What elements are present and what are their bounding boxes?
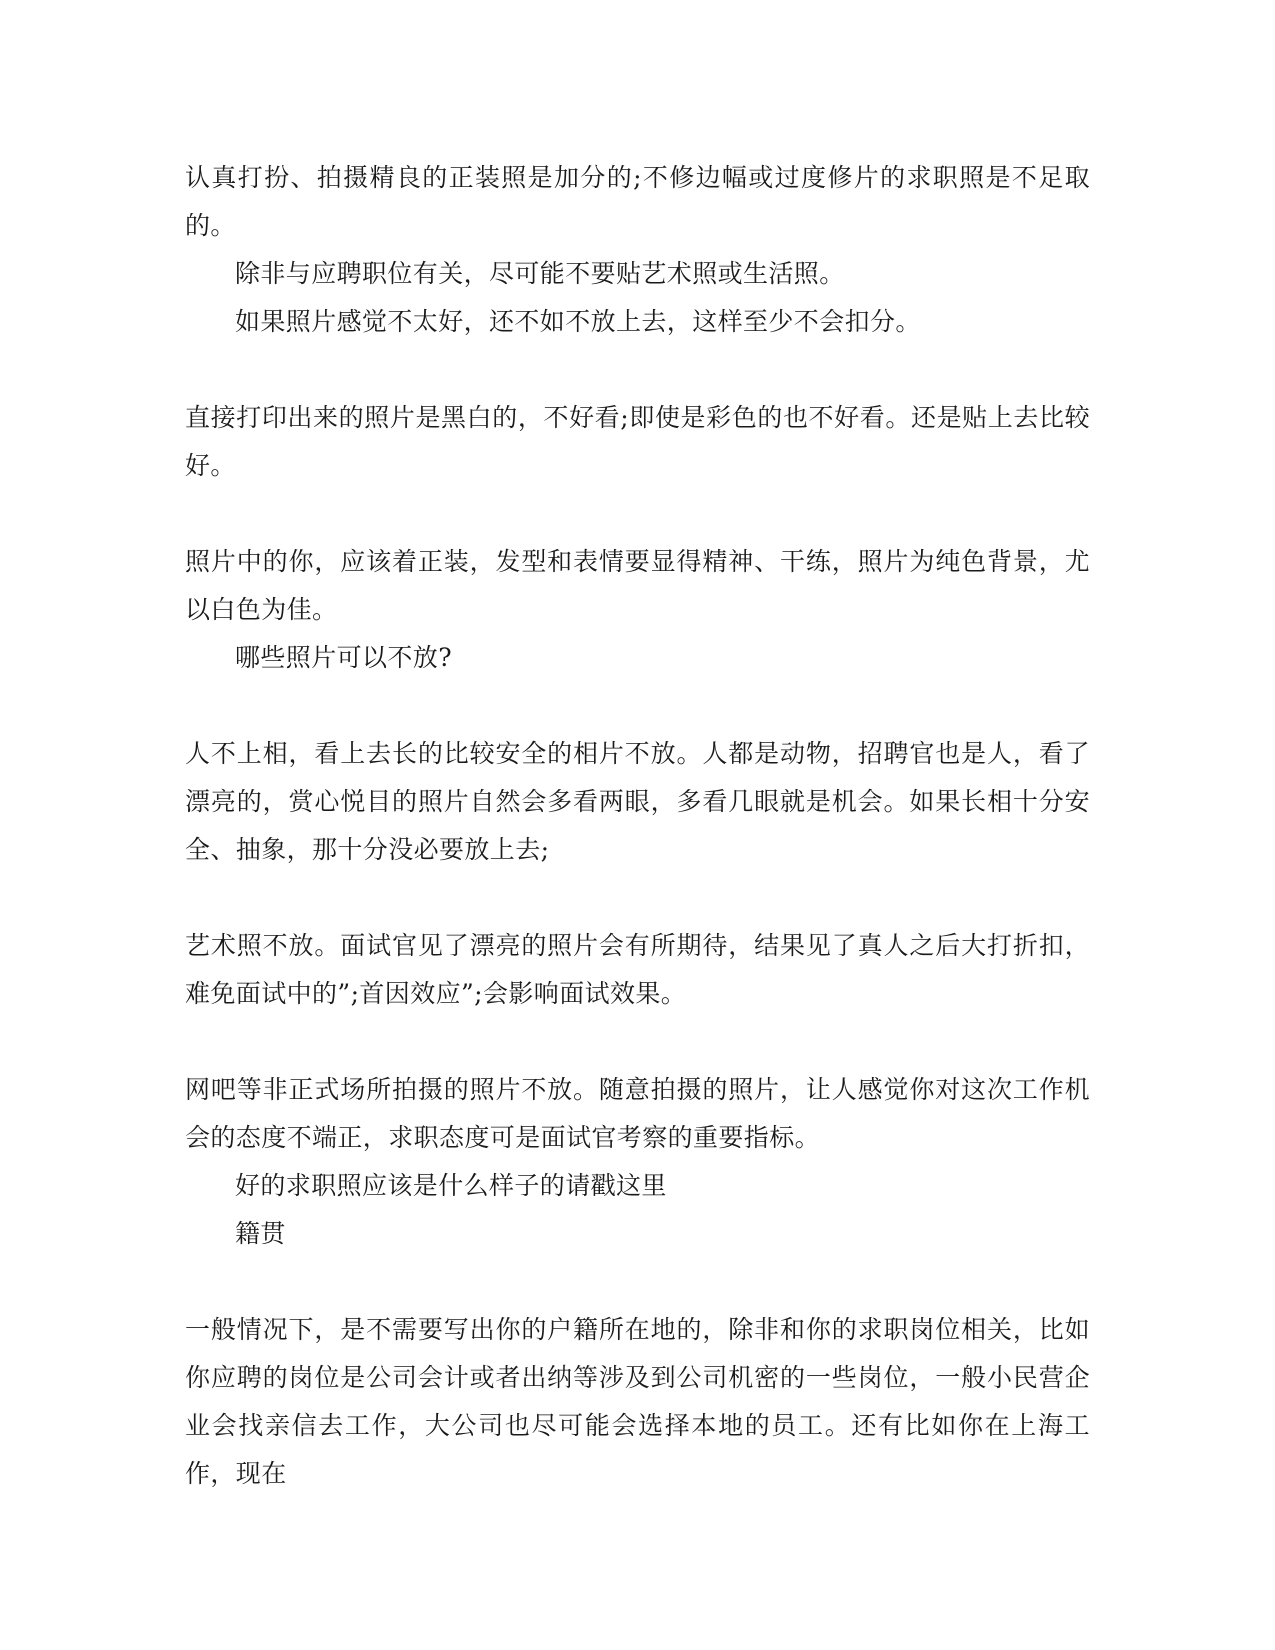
paragraph-photo-formal: 认真打扮、拍摄精良的正装照是加分的;不修边幅或过度修片的求职照是不足取的。: [185, 163, 1090, 240]
paragraph-native-place: 一般情况下，是不需要写出你的户籍所在地的，除非和你的求职岗位相关，比如你应聘的岗位是公司会计或者出纳等涉及到公司机密的一些岗位，一般小民营企业会找亲信去工作，大公司也尽可能会选择本地的员工。还有比如你在上海工作，现在: [185, 1315, 1090, 1488]
paragraph-photo-attire: 照片中的你，应该着正装，发型和表情要显得精神、干练，照片为纯色背景，尤以白色为佳。: [185, 547, 1090, 624]
paragraph-bad-photo: 如果照片感觉不太好，还不如不放上去，这样至少不会扣分。: [235, 307, 921, 336]
section-heading-native-place: 籍贯: [235, 1219, 286, 1248]
paragraph-good-photo-link: 好的求职照应该是什么样子的请戳这里: [235, 1171, 667, 1200]
paragraph-unphotogenic: 人不上相，看上去长的比较安全的相片不放。人都是动物，招聘官也是人，看了漂亮的，赏心悦目的照片自然会多看两眼，多看几眼就是机会。如果长相十分安全、抽象，那十分没必要放上去;: [185, 739, 1090, 864]
paragraph-art-photo: 艺术照不放。面试官见了漂亮的照片会有所期待，结果见了真人之后大打折扣，难免面试中的”;首因效应”;会影响面试效果。: [185, 931, 1090, 1008]
paragraph-no-art-photo: 除非与应聘职位有关，尽可能不要贴艺术照或生活照。: [235, 259, 845, 288]
paragraph-printed-photo: 直接打印出来的照片是黑白的，不好看;即使是彩色的也不好看。还是贴上去比较好。: [185, 403, 1090, 480]
document-body: [185, 154, 1090, 1498]
paragraph-which-photos-heading: 哪些照片可以不放?: [235, 643, 453, 672]
paragraph-internet-cafe-photo: 网吧等非正式场所拍摄的照片不放。随意拍摄的照片，让人感觉你对这次工作机会的态度不端正，求职态度可是面试官考察的重要指标。: [185, 1075, 1090, 1152]
